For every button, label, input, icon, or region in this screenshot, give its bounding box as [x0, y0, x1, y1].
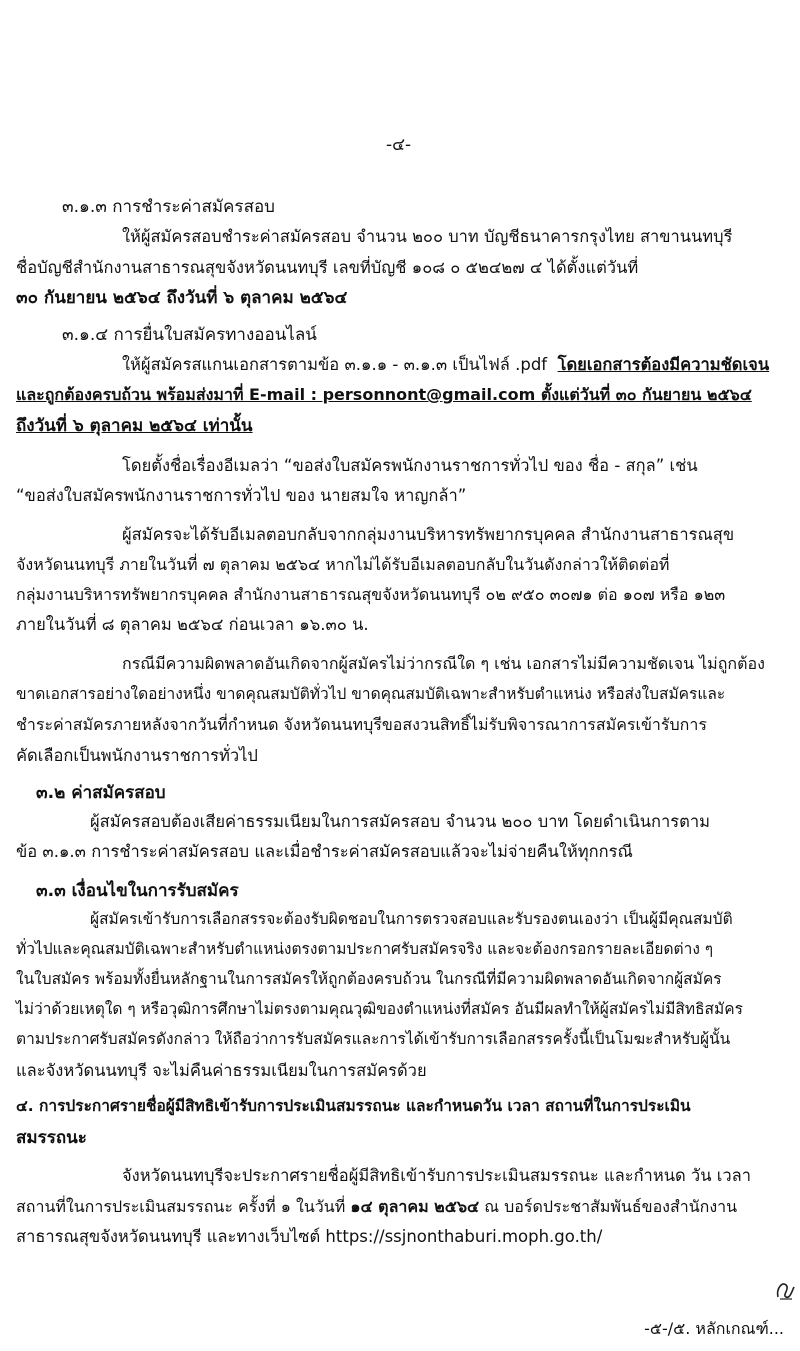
online-line-1-plain: ให้ผู้สมัครสแกนเอกสารตามข้อ ๓.๑.๑ - ๓.๑.๓ เป็นไฟล์ .pdf: [122, 355, 548, 374]
online-line-1-bold: โดยเอกสารต้องมีความชัดเจน: [557, 355, 770, 374]
announce-line-3-website: สาธารณสุขจังหวัดนนทบุรี และทางเว็บไซต์ https://ssjnonthaburi.moph.go.th/: [16, 1227, 603, 1246]
condition-line-1: ผู้สมัครเข้ารับการเลือกสรรจะต้องรับผิดชอบในการตรวจสอบและรับรองตนเองว่า เป็นผู้มีคุณสมบัติ: [90, 910, 733, 928]
condition-line-4: ไม่ว่าด้วยเหตุใด ๆ หรือวุฒิการศึกษาไม่ตรงตามคุณวุฒิของตำแหน่งที่สมัคร อันมีผลทำให้ผู้สมัครไม่มีสิทธิสมัคร: [16, 1000, 743, 1018]
fee-line-1: ผู้สมัครสอบต้องเสียค่าธรรมเนียมในการสมัครสอบ จำนวน ๒๐๐ บาท โดยดำเนินการตาม: [90, 812, 710, 831]
error-line-2: ขาดเอกสารอย่างใดอย่างหนึ่ง ขาดคุณสมบัติทั่วไป ขาดคุณสมบัติเฉพาะสำหรับตำแหน่ง หรือส่งใบสมัครและ: [16, 685, 726, 703]
section-3-1-4-heading: ๓.๑.๔ การยื่นใบสมัครทางออนไลน์: [62, 325, 317, 345]
error-line-1: กรณีมีความผิดพลาดอันเกิดจากผู้สมัครไม่ว่ากรณีใด ๆ เช่น เอกสารไม่มีความชัดเจน ไม่ถูกต้อง: [122, 654, 765, 673]
online-line-2-email: และถูกต้องครบถ้วน พร้อมส่งมาที่ E-mail : personnont@gmail.com ตั้งแต่วันที่ ๓๐ กันยายน ๒๕๖๔: [16, 385, 752, 404]
announce-line-2: [16, 1199, 737, 1215]
online-line-1: [122, 357, 769, 374]
handwritten-initial-signature: [772, 1277, 798, 1303]
condition-line-5: ตามประกาศรับสมัครดังกล่าว ให้ถือว่าการรับสมัครและการได้เข้ารับการเลือกสรรครั้งนี้เป็นโมฆะสำหรับผู้นั้น: [16, 1030, 731, 1048]
condition-line-2: ทั่วไปและคุณสมบัติเฉพาะสำหรับตำแหน่งตรงตามประกาศรับสมัครจริง และจะต้องกรอกรายละเอียดต่าง ๆ: [16, 940, 714, 958]
section-3-3-heading: ๓.๓ เงื่อนไขในการรับสมัคร: [36, 881, 239, 901]
announce-date: ๑๔ ตุลาคม ๒๕๖๔: [350, 1197, 480, 1216]
announce-line-1: จังหวัดนนทบุรีจะประกาศรายชื่อผู้มีสิทธิเข้ารับการประเมินสมรรถนะ และกำหนด วัน เวลา: [122, 1166, 752, 1185]
condition-line-6: และจังหวัดนนทบุรี จะไม่คืนค่าธรรมเนียมในการสมัครด้วย: [16, 1061, 427, 1080]
online-line-3-deadline: ถึงวันที่ ๖ ตุลาคม ๒๕๖๔ เท่านั้น: [16, 416, 253, 436]
payment-dates: ๓๐ กันยายน ๒๕๖๔ ถึงวันที่ ๖ ตุลาคม ๒๕๖๔: [16, 288, 348, 308]
fee-line-2: ข้อ ๓.๑.๓ การชำระค่าสมัครสอบ และเมื่อชำระค่าสมัครสอบแล้วจะไม่จ่ายคืนให้ทุกกรณี: [16, 842, 633, 861]
section-4-heading-line-2: สมรรถนะ: [16, 1128, 87, 1148]
email-subject-line-2: “ขอส่งใบสมัครพนักงานราชการทั่วไป ของ นายสมใจ หาญกล้า”: [16, 486, 467, 505]
section-3-2-heading: ๓.๒ ค่าสมัครสอบ: [36, 783, 166, 803]
condition-line-3: ในใบสมัคร พร้อมทั้งยื่นหลักฐานในการสมัครให้ถูกต้องครบถ้วน ในกรณีที่มีความผิดพลาดอันเกิดจากผู้สมัคร: [16, 970, 722, 988]
email-subject-line-1: โดยตั้งชื่อเรื่องอีเมลว่า “ขอส่งใบสมัครพนักงานราชการทั่วไป ของ ชื่อ - สกุล” เช่น: [122, 456, 698, 475]
page-number: -๔-: [386, 135, 412, 155]
reply-line-1: ผู้สมัครจะได้รับอีเมลตอบกลับจากกลุ่มงานบริหารทรัพยากรบุคคล สำนักงานสาธารณสุข: [122, 525, 735, 544]
error-line-4: คัดเลือกเป็นพนักงานราชการทั่วไป: [16, 746, 258, 765]
reply-line-3: กลุ่มงานบริหารทรัพยากรบุคคล สำนักงานสาธารณสุขจังหวัดนนทบุรี ๐๒ ๙๕๐ ๓๐๗๑ ต่อ ๑๐๗ หรือ ๑๒๓: [16, 585, 726, 604]
reply-line-2: จังหวัดนนทบุรี ภายในวันที่ ๗ ตุลาคม ๒๕๖๔ หากไม่ได้รับอีเมลตอบกลับในวันดังกล่าวให้ติดต่อที่: [16, 555, 670, 574]
payment-line-2: ชื่อบัญชีสำนักงานสาธารณสุขจังหวัดนนทบุรี เลขที่บัญชี ๑๐๘ ๐ ๕๒๔๒๗ ๔ ได้ตั้งแต่วันที่: [16, 258, 639, 277]
section-3-1-3-heading: ๓.๑.๓ การชำระค่าสมัครสอบ: [62, 197, 275, 217]
page-footer-continuation: -๕-/๕. หลักเกณฑ์...: [644, 1319, 784, 1338]
announce-line-2-end: ณ บอร์ดประชาสัมพันธ์ของสำนักงาน: [484, 1197, 738, 1216]
error-line-3: ชำระค่าสมัครภายหลังจากวันที่กำหนด จังหวัดนนทบุรีขอสงวนสิทธิ์ไม่รับพิจารณาการสมัครเข้ารับการ: [16, 715, 707, 734]
section-4-heading-line-1: ๔. การประกาศรายชื่อผู้มีสิทธิเข้ารับการประเมินสมรรถนะ และกำหนดวัน เวลา สถานที่ในการประเมิน: [16, 1097, 691, 1115]
announce-line-2-start: สถานที่ในการประเมินสมรรถนะ ครั้งที่ ๑ ในวันที่: [16, 1197, 346, 1216]
payment-line-1: ให้ผู้สมัครสอบชำระค่าสมัครสอบ จำนวน ๒๐๐ บาท บัญชีธนาคารกรุงไทย สาขานนทบุรี: [122, 227, 733, 246]
reply-line-4: ภายในวันที่ ๘ ตุลาคม ๒๕๖๔ ก่อนเวลา ๑๖.๓๐ น.: [16, 615, 369, 634]
